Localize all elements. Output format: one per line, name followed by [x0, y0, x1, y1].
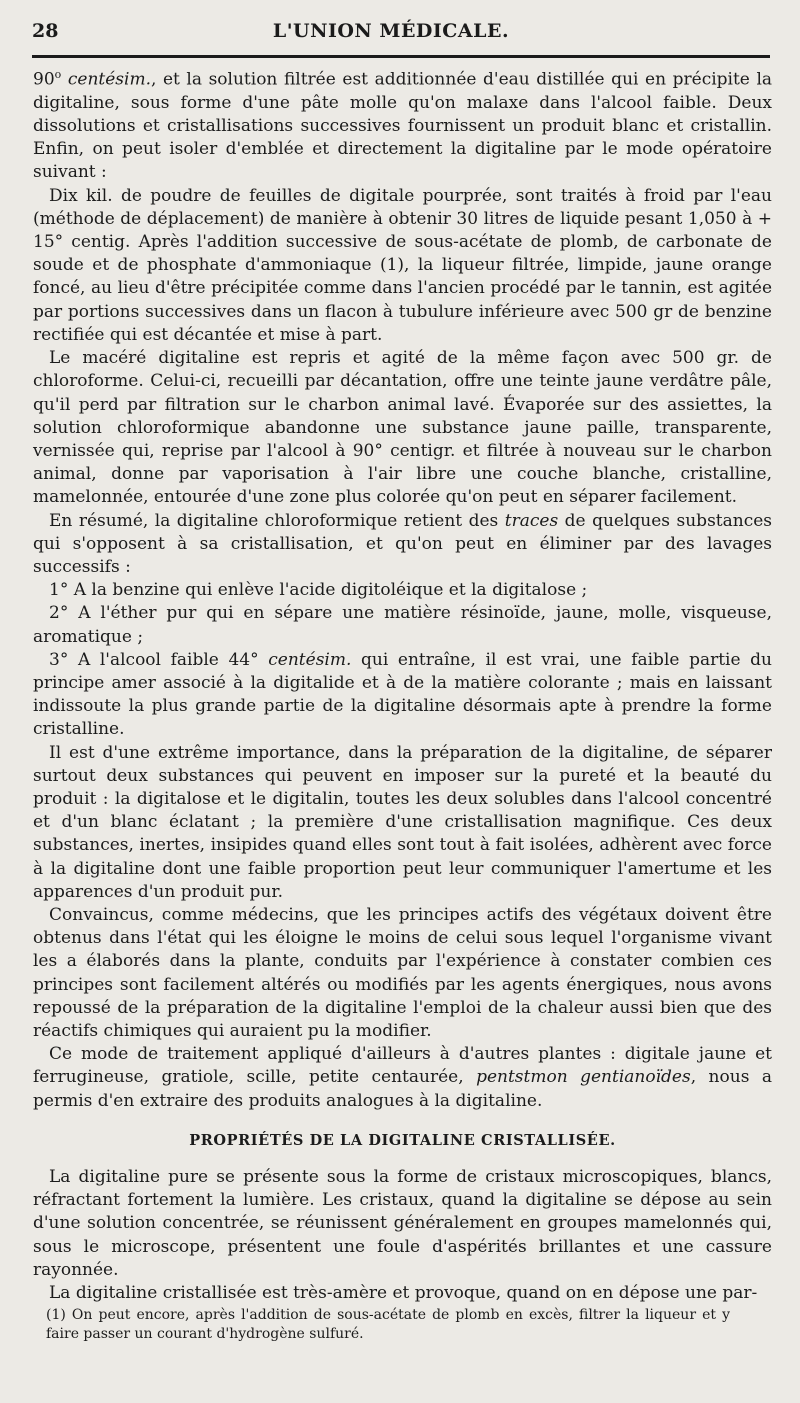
text-run: En résumé, la digitaline chloroformique retient des — [49, 510, 499, 531]
italic-term: traces — [504, 510, 559, 531]
list-item: 1° A la benzine qui enlève l'acide digitoléique et la digitalose ; — [49, 580, 588, 601]
header-rule — [32, 55, 770, 58]
text-run: , nous a permis d'en extraire des produits analogues à la digitaline. — [33, 1067, 773, 1111]
page-number: 28 — [32, 20, 59, 42]
paragraph: Convaincus, comme médecins, que les principes actifs des végétaux doivent être obtenus dans l'état qui les éloigne le moins de celui sous lequel l'organisme vivant les a élaborés dans la plante, conduits par l'expérience à constater combien ces principes sont facilement altérés ou modifiés par les agents énergiques, nous avons repoussé de la préparation de la digitaline l'emploi de la chaleur aussi bien que des réactifs chimiques qui auraient pu la modifier. — [33, 904, 772, 1041]
italic-term: centésim. — [268, 649, 352, 670]
list-item — [33, 649, 772, 742]
paragraph — [33, 1043, 772, 1113]
paragraph: Il est d'une extrême importance, dans la préparation de la digitaline, de séparer surtout deux substances qui peuvent en imposer sur la pureté et la beauté du produit : la digitalose et le digitalin, toutes les deux solubles dans l'alcool concentré et d'un blanc éclatant ; la première d'une cristallisation magnifique. Ces deux substances, inertes, insipides quand elles sont tout à fait isolées, adhèrent avec force à la digitaline dont une faible proportion peut leur communiquer l'amertume et les apparences d'un produit pur. — [33, 742, 772, 902]
superscript: o — [54, 68, 62, 81]
text-run: Ce mode de traitement appliqué d'ailleurs à d'autres plantes : digitale jaune et ferrugineuse, gratiole, scille, petite centaurée, — [33, 1044, 772, 1088]
paragraph: La digitaline pure se présente sous la forme de cristaux microscopiques, blancs, réfractant fortement la lumière. Les cristaux, quand la digitaline se dépose au sein d'une solution concentrée, se réunissent généralement en groupes mamelonnés qui, sous le microscope, présentent une foule d'aspérités brillantes et une cassure rayonnée. — [33, 1167, 772, 1280]
paragraph — [33, 510, 772, 580]
paragraph: Le macéré digitaline est repris et agité de la même façon avec 500 gr. de chloroforme. Celui-ci, recueilli par décantation, offre une teinte jaune verdâtre pâle, qu'il perd par filtration sur le charbon animal lavé. Évaporée sur des assiettes, la solution chloroformique abandonne une substance jaune paille, transparente, vernissée qui, reprise par l'alcool à 90° centigr. et filtrée à nouveau sur le charbon animal, donne par vaporisation à l'air libre une couche blanche, cristalline, mamelonnée, entourée d'une zone plus colorée qu'on peut en séparer facilement. — [33, 348, 772, 508]
text-run: 90 — [33, 69, 55, 90]
text-run: , et la solution filtrée est additionnée d'eau distillée qui en précipite la digitaline, sous forme d'une pâte molle qu'on malaxe dans l'alcool faible. Deux dissolutions et cristallisations successives fournissent un produit blanc et cristallin. Enfin, on peut isoler d'emblée et directement la digitaline par le mode opératoire suivant : — [33, 69, 773, 183]
body-text — [33, 63, 772, 1305]
footnotes — [46, 1306, 730, 1344]
italic-term: centésim. — [67, 69, 151, 90]
text-run: 3° A l'alcool faible 44° — [49, 649, 259, 670]
italic-term: pentstmon gentianoïdes — [476, 1067, 691, 1088]
footnote: (1) On peut encore, après l'addition de sous-acétate de plomb en excès, filtrer la liqueur et y faire passer un courant d'hydrogène sulfuré. — [46, 1307, 730, 1342]
paragraph — [33, 63, 772, 185]
section-title: PROPRIÉTÉS DE LA DIGITALINE CRISTALLISÉE. — [189, 1131, 616, 1149]
paragraph: Dix kil. de poudre de feuilles de digitale pourprée, sont traités à froid par l'eau (méthode de déplacement) de manière à obtenir 30 litres de liquide pesant 1,050 à + 15° centig. Après l'addition successive de sous-acétate de plomb, de carbonate de soude et de phosphate d'ammoniaque (1), la liqueur filtrée, limpide, jaune orange foncé, au lieu d'être précipitée comme dans l'ancien procédé par le tannin, est agitée par portions successives dans un flacon à tubulure inférieure avec 500 gr de benzine rectifiée qui est décantée et mise à part. — [33, 185, 772, 345]
list-item: 2° A l'éther pur qui en sépare une matière résinoïde, jaune, molle, visqueuse, aromatique ; — [33, 603, 772, 647]
paragraph: La digitaline cristallisée est très-amère et provoque, quand on en dépose une par- — [49, 1283, 758, 1304]
text-run: de quelques substances qui s'opposent à sa cristallisation, et qu'on peut en éliminer par des lavages successifs : — [33, 510, 773, 577]
running-title: L'UNION MÉDICALE. — [272, 20, 510, 42]
page-header — [32, 18, 750, 48]
text-run: qui entraîne, il est vrai, une faible partie du principe amer associé à la digitalide et à de la matière colorante ; mais en laissant indissoute la plus grande partie de la digitaline désormais apte à prendre la forme cristalline. — [33, 649, 773, 740]
